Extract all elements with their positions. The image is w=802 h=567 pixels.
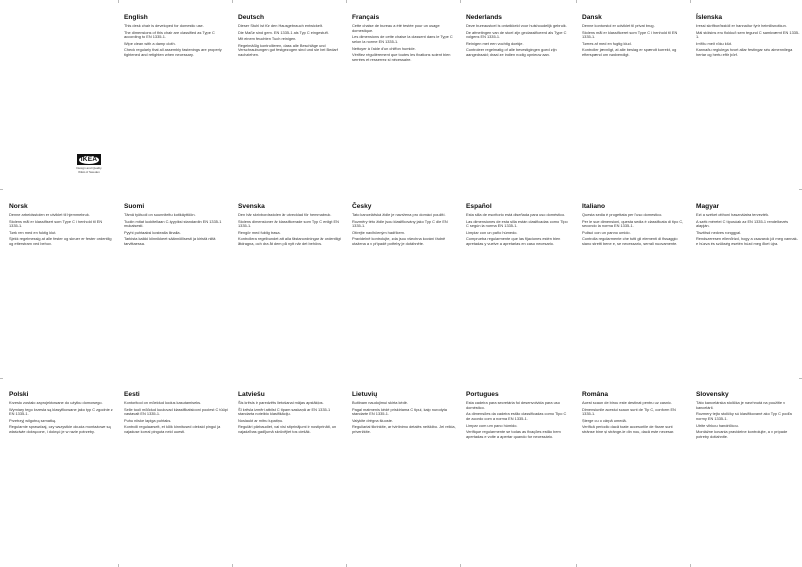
section-heading: Français	[352, 14, 380, 21]
section-paragraph: Wymiary tego krzesła są klasyfikowane jako typ C zgodnie z EN 1335-1.	[9, 406, 113, 417]
logo-tagline-line2: IKEA of Sweden	[78, 169, 100, 174]
section-slovensky	[696, 391, 800, 442]
section-paragraph: Pulisci con un panno umido.	[582, 229, 631, 235]
section-heading: English	[124, 14, 148, 21]
section-paragraph: Regularnie sprawdzaj, czy wszystkie okucia montażowe są właściwie dokręcone, i dokręć je w razie potrzeby.	[9, 424, 111, 435]
section-paragraph: Mit einem feuchten Tuch reinigen.	[238, 36, 297, 41]
fold-mark	[0, 378, 3, 379]
section-paragraph: Buitinam naudojimui skirta kėdė.	[352, 400, 409, 405]
section-paragraph: A szék méretei C típusúak az EN 1335-1 rendelkezés alapján.	[696, 218, 789, 229]
section-dansk	[582, 14, 686, 60]
section-paragraph: Stolens mål er klassificeret som Type C i henhold til EN 1335-1.	[582, 29, 678, 40]
logo-mark	[77, 154, 101, 165]
fold-mark	[346, 0, 347, 3]
section-paragraph: Cette chaise de bureau a été testée pour un usage domestique.	[352, 23, 440, 33]
section-paragraph: Denne arbeidsstolen er utviklet til hjemmebruk.	[9, 212, 90, 217]
section-heading: Dansk	[582, 14, 602, 21]
section-paragraph: Verifique regularmente se todas as fixações estão bem apertadas e volte a apertar quando for necessário.	[466, 429, 561, 440]
section-paragraph: Pravidelně kontrolujte, zda jsou všechna kování řádně utažena a v případě potřeby je dotáhněte.	[352, 236, 446, 247]
section-romana	[582, 391, 686, 437]
section-heading: Česky	[352, 203, 372, 210]
section-paragraph: Pyyhi puhtaaksi kostealla liinalla.	[124, 229, 181, 235]
section-svenska	[238, 203, 342, 249]
section-paragraph: Șterge cu o cârpă umedă.	[582, 417, 627, 423]
section-paragraph: Tørk ren med en fuktig klut.	[9, 229, 57, 235]
section-heading: Italiano	[582, 203, 606, 210]
section-heading: Español	[466, 203, 492, 210]
fold-mark	[460, 0, 461, 3]
section-paragraph: Táto kancelárska stolička je navrhnutá na použitie v kancelárii.	[696, 400, 786, 410]
section-paragraph: Selle tooli mõõdud kuuluvad klassifikatsiooni poolest C tüüpi vastavalt EN 1335-1.	[124, 406, 228, 417]
section-cesky	[352, 203, 456, 249]
section-heading: Suomi	[124, 203, 145, 210]
section-paragraph: Przetrzyj wilgotną szmatką.	[9, 417, 57, 423]
section-paragraph: Esta cadeira para secretária foi desenvolvida para uso doméstico.	[466, 400, 560, 410]
section-heading: Nederlands	[466, 14, 502, 21]
section-paragraph: This desk chair is developed for domestic use.	[124, 23, 204, 28]
section-paragraph: Controleer regelmatig of alle bevestigingen goed zijn aangedraaid; draai ze indien nodig opnieuw aan.	[466, 47, 557, 58]
section-lietuviu	[352, 391, 456, 437]
section-islenska	[696, 14, 800, 60]
section-paragraph: Dieser Stuhl ist für den Hausgebrauch entwickelt.	[238, 23, 323, 28]
section-polski	[9, 391, 113, 437]
section-paragraph: Nettoyer à l'aide d'un chiffon humide.	[352, 45, 416, 51]
section-paragraph: Limpiar con un paño húmedo.	[466, 229, 518, 235]
section-espanol	[466, 203, 570, 249]
section-paragraph: Reguliariai tikrinkite, ar tvirtinimo detalės neiškibo. Jei reikia, priveržkite.	[352, 424, 456, 435]
section-paragraph: Stolens dimensioner är klassificerade som Typ C enligt EN 1335-1.	[238, 218, 339, 229]
fold-mark	[118, 0, 119, 3]
section-paragraph: Las dimensiones de esta silla están clasificadas como Tipo C según la norma EN 1335-1.	[466, 218, 568, 229]
section-heading: Slovensky	[696, 391, 729, 398]
section-paragraph: Deze bureaustoel is ontwikkeld voor huishoudelijk gebruik.	[466, 23, 567, 28]
logo-brand: IKEA	[80, 155, 98, 163]
section-paragraph: Šis krēsls ir paredzēts lietošanai mājas apstākļos.	[238, 400, 324, 405]
section-paragraph: Tørres af med en fugtig klud.	[582, 40, 632, 46]
section-paragraph: Limpar com um pano húmido.	[466, 422, 518, 428]
section-heading: Portugues	[466, 391, 499, 398]
section-paragraph: Rozměry této židle jsou klasifikovány jako Typ C dle EN 1335-1.	[352, 218, 448, 229]
section-paragraph: Kontrollera regelbundet att alla fästanordningar är ordentligt åtdragna, och dra åt dem på nytt när det behövs.	[238, 236, 341, 247]
section-heading: Deutsch	[238, 14, 265, 21]
section-heading: Româna	[582, 391, 609, 398]
section-francais	[352, 14, 456, 65]
section-paragraph: Den här skrivbordsstolen är utvecklad för hemmabruk.	[238, 212, 332, 217]
section-paragraph: Regulāri pārbaudiet, vai visi stiprinājumi ir nostiprināti, un vajadzības gadījumā skrūvējiet tos ciešāk.	[238, 424, 337, 435]
section-paragraph: The dimensions of this chair are classified as Type C according to EN 1335-1.	[124, 29, 215, 40]
section-paragraph: Kontroller jævnligt, at alle beslag er spændt korrekt, og efterspænd om nødvendigt.	[582, 47, 677, 58]
fold-mark	[0, 189, 3, 190]
section-paragraph: Montážne kovania pravidelne kontrolujte, a v prípade potreby dotiahnite.	[696, 429, 788, 440]
section-paragraph: Check regularly that all assembly fastenings are properly tightened and retighten when necessary.	[124, 47, 222, 58]
section-paragraph: Denne kontorstol er udviklet til privat brug.	[582, 23, 655, 28]
section-paragraph: Ezt a széket otthoni használatra tervezték.	[696, 212, 770, 217]
section-heading: Svenska	[238, 203, 265, 210]
section-paragraph: Otírejte navlhčeným hadříkem.	[352, 229, 405, 235]
section-paragraph: Rengör med fuktig trasa.	[238, 229, 281, 235]
section-nederlands	[466, 14, 570, 60]
section-paragraph: Þessi skrifborðsstóll er hannaður fyrir heimilisnotkun.	[696, 23, 787, 28]
section-heading: Polski	[9, 391, 29, 398]
section-norsk	[9, 203, 113, 249]
section-paragraph: Þrífðu með röku klút.	[696, 40, 732, 46]
section-paragraph: Tämä työtuoli on suunniteltu kotikäyttöön.	[124, 212, 196, 217]
fold-mark	[690, 0, 691, 3]
section-deutsch	[238, 14, 342, 60]
section-paragraph: Dimensiunile acestui scaun sunt de Tip C, conform EN 1335-1.	[582, 406, 676, 417]
section-paragraph: As dimensões da cadeira estão classificadas como Tipo C de acordo com a norma EN 1335-1.	[466, 411, 567, 422]
section-paragraph: Les dimensions de cette chaise la classent dans le Type C selon la norme EN 1335-1.	[352, 34, 453, 45]
section-heading: Magyar	[696, 203, 720, 210]
section-portugues	[466, 391, 570, 442]
ikea-logo	[75, 154, 103, 175]
section-paragraph: Regelmäßig kontrollieren, dass alle Beschläge und Verschraubungen gut festgezogen sind und sie bei Bedarf nachziehen.	[238, 42, 338, 58]
section-magyar	[696, 203, 800, 249]
section-heading: Íslenska	[696, 14, 723, 21]
section-paragraph: Sjekk regelmessig at alle fester og skruer er fester ordentlig og etterstram ved behov.	[9, 236, 112, 247]
section-paragraph: Comprueba regularmente que las fijaciones estén bien apretadas y vuelve a apretarlas en caso necesario.	[466, 236, 561, 247]
section-paragraph: Stolens mål er klassifisert som Type C i henhold til EN 1335-1.	[9, 218, 103, 229]
section-paragraph: Tato kancelářská židle je navržena pro domácí použití.	[352, 212, 446, 217]
section-heading: Lietuvių	[352, 391, 378, 398]
section-paragraph: Reinigen met een vochtig doekje.	[466, 40, 524, 46]
section-heading: Eesti	[124, 391, 140, 398]
section-english	[124, 14, 228, 60]
section-italiano	[582, 203, 686, 249]
section-paragraph: Kontoritool on mõeldud kodus kasutamiseks.	[124, 400, 202, 405]
section-paragraph: Rendszeresen ellenőrizd, hogy a csavarok jól meg vannak-e húzva és szükség esetén húzd meg őket újra.	[696, 236, 798, 247]
section-heading: Norsk	[9, 203, 28, 210]
section-paragraph: Vérifiez régulièrement que toutes les fixations soient bien serrées et resserrez si nécessaire.	[352, 52, 451, 63]
section-paragraph: Questa sedia è progettata per l'uso domestico.	[582, 212, 663, 217]
section-paragraph: Per le sue dimensioni, questa sedia è classificata di tipo C, secondo la norma EN 1335-1.	[582, 218, 684, 229]
section-suomi	[124, 203, 228, 249]
section-paragraph: Puhu niiske lapiga puhtaks.	[124, 417, 172, 423]
section-paragraph: Mál stólsins eru flokkuð sem tegund C samkvæmt EN 1335-1.	[696, 29, 800, 40]
logo-tagline	[75, 167, 103, 175]
section-paragraph: Utrite vlhkou handričkou.	[696, 422, 739, 428]
section-paragraph: Šī krēsla izmēri atbilst C tipam saskaņā ar EN 1335-1 standarta noteikto klasifikāciju.	[238, 406, 331, 417]
section-heading: Latviešu	[238, 391, 265, 398]
section-paragraph: Tuolin mitat luokitellaan C-tyypiksi standardin EN 1335-1 mukaisesti.	[124, 218, 222, 229]
logo-tagline-line1: Design and Quality	[76, 166, 102, 170]
fold-mark	[576, 0, 577, 3]
section-paragraph: Rozmery tejto stoličky sú klasifikované ako Typ C podľa normy EN 1335-1.	[696, 411, 792, 422]
section-paragraph: Kontrolli regulaarselt, et kõik kinnitused oleksid pingul ja vajaduse korral pinguta neid uuesti.	[124, 424, 221, 435]
section-paragraph: Die Maße sind gem. EN 1335-1 als Typ C eingestuft.	[238, 29, 329, 35]
section-paragraph: De afmetingen van de stoel zijn geclassificeerd als Type C volgens EN 1335-1.	[466, 29, 567, 40]
section-paragraph: Pagal matmenis kėdė priskiriama C tipui, kaip nurodyta standarte EN 1335-1.	[352, 406, 447, 417]
fold-mark	[232, 0, 233, 3]
section-eesti	[124, 391, 228, 437]
section-paragraph: Tarkista kaikki kiinnikkeet säännöllisesti ja kiristä niitä tarvittaessa.	[124, 236, 216, 247]
section-paragraph: Esta silla de escritorio está diseñada para uso doméstico.	[466, 212, 566, 217]
section-paragraph: Wipe clean with a damp cloth.	[124, 40, 176, 46]
section-paragraph: Acest scaun de birou este destinat pentru uz casnic.	[582, 400, 672, 405]
section-paragraph: Verifică periodic dacă toate accesoriile de fixare sunt strânse bine și strânge-le din nou, dacă este necesar.	[582, 424, 675, 435]
section-paragraph: Tisztítsd nedves ronggyal.	[696, 229, 742, 235]
section-paragraph: Valykite drėgna šluoste.	[352, 417, 394, 423]
section-paragraph: Controlla regolarmente che tutti gli elementi di fissaggio siano stretti bene e, se necessario, serrali nuovamente.	[582, 236, 678, 247]
section-paragraph: Krzesło zostało zaprojektowane do użytku domowego.	[9, 400, 103, 405]
section-paragraph: Kannaðu reglulega hvort allar festingar séu almennilega hertar og hertu eftir þörf.	[696, 47, 793, 58]
section-paragraph: Noslaukt ar mitru lupatiņu.	[238, 417, 284, 423]
section-latviesu	[238, 391, 342, 437]
